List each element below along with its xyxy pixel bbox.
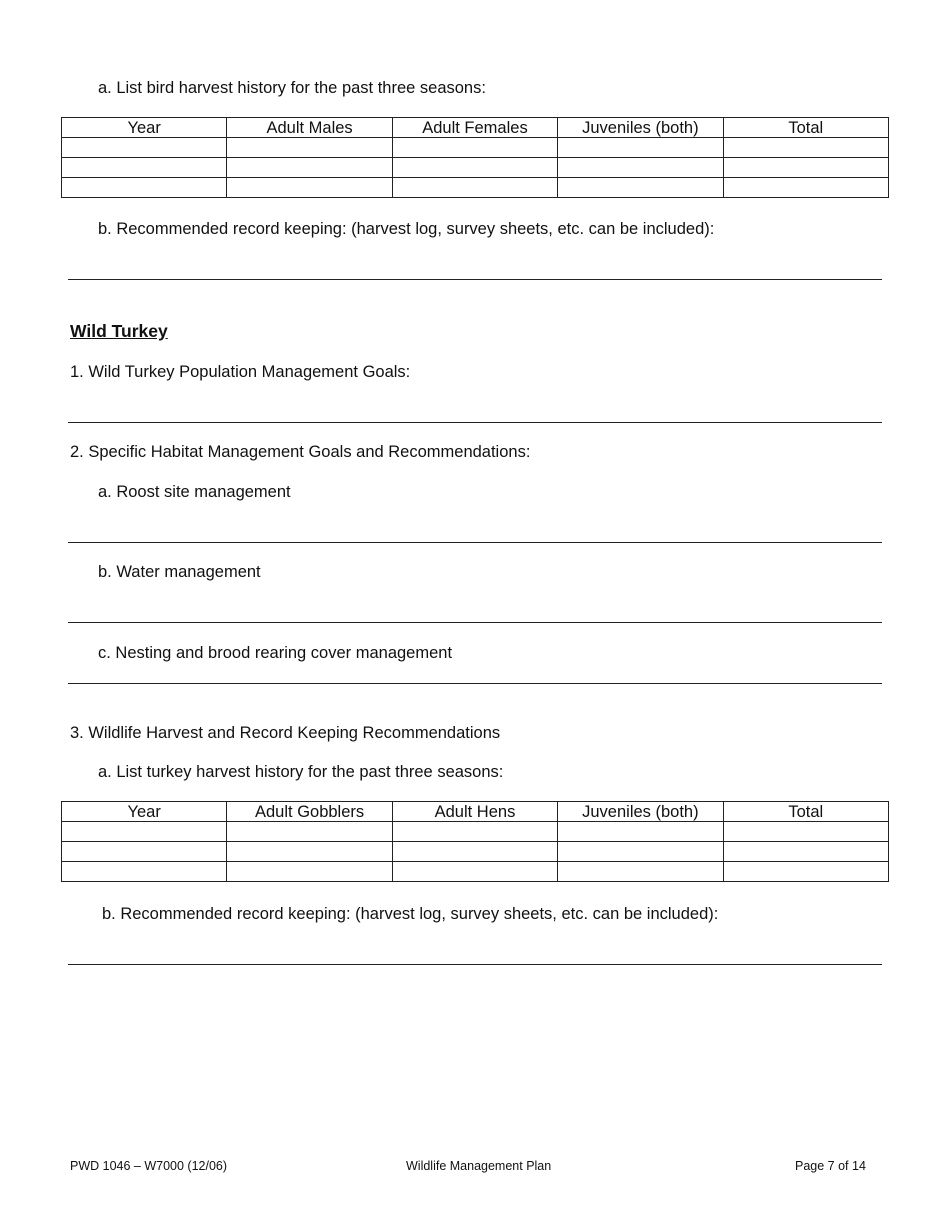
footer-form-id: PWD 1046 – W7000 (12/06) [70,1159,228,1173]
turkey-record-keeping-answer-line[interactable] [68,964,882,965]
column-header-total: Total [723,802,888,822]
table-cell[interactable] [558,178,723,198]
column-header-adult-hens: Adult Hens [392,802,557,822]
column-header-adult-females: Adult Females [392,118,557,138]
table-cell[interactable] [62,842,227,862]
table-cell[interactable] [227,138,392,158]
turkey-harvest-recommendations-prompt: 3. Wildlife Harvest and Record Keeping Recommendations [70,724,501,742]
table-cell[interactable] [62,178,227,198]
column-header-year: Year [62,802,227,822]
table-cell[interactable] [558,158,723,178]
table-cell[interactable] [392,862,557,882]
table-row [62,822,889,842]
bird-record-keeping-prompt: b. Recommended record keeping: (harvest log, survey sheets, etc. can be included): [98,220,715,238]
bird-harvest-history-prompt: a. List bird harvest history for the past three seasons: [98,79,486,97]
table-cell[interactable] [558,822,723,842]
column-header-juveniles: Juveniles (both) [558,802,723,822]
table-cell[interactable] [723,822,888,842]
bird-harvest-table [61,117,889,198]
turkey-record-keeping-prompt: b. Recommended record keeping: (harvest log, survey sheets, etc. can be included): [102,905,719,923]
column-header-total: Total [723,118,888,138]
column-header-adult-gobblers: Adult Gobblers [227,802,392,822]
table-cell[interactable] [62,158,227,178]
table-cell[interactable] [392,138,557,158]
table-cell[interactable] [227,862,392,882]
table-cell[interactable] [558,862,723,882]
table-cell[interactable] [227,842,392,862]
roost-site-management-answer-line[interactable] [68,542,882,543]
water-management-prompt: b. Water management [98,563,261,581]
turkey-harvest-table [61,801,889,882]
footer-page-number: Page 7 of 14 [795,1159,866,1173]
table-header-row [62,802,889,822]
table-cell[interactable] [392,822,557,842]
column-header-juveniles: Juveniles (both) [558,118,723,138]
table-row [62,862,889,882]
table-cell[interactable] [62,822,227,842]
table-cell[interactable] [227,158,392,178]
footer-document-title: Wildlife Management Plan [406,1159,552,1173]
roost-site-management-prompt: a. Roost site management [98,483,291,501]
turkey-population-goals-prompt: 1. Wild Turkey Population Management Goals: [70,363,411,381]
table-cell[interactable] [558,138,723,158]
water-management-answer-line[interactable] [68,622,882,623]
column-header-adult-males: Adult Males [227,118,392,138]
table-row [62,138,889,158]
table-cell[interactable] [723,178,888,198]
table-cell[interactable] [62,138,227,158]
turkey-population-goals-answer-line[interactable] [68,422,882,423]
turkey-habitat-goals-prompt: 2. Specific Habitat Management Goals and Recommendations: [70,443,531,461]
table-row [62,842,889,862]
table-cell[interactable] [392,158,557,178]
column-header-year: Year [62,118,227,138]
table-cell[interactable] [723,842,888,862]
table-header-row [62,118,889,138]
table-cell[interactable] [392,178,557,198]
table-cell[interactable] [227,178,392,198]
table-cell[interactable] [723,158,888,178]
table-cell[interactable] [558,842,723,862]
table-cell[interactable] [227,822,392,842]
table-cell[interactable] [723,862,888,882]
wild-turkey-heading: Wild Turkey [70,321,168,341]
table-cell[interactable] [723,138,888,158]
bird-record-keeping-answer-line[interactable] [68,279,882,280]
nesting-cover-management-answer-line[interactable] [68,683,882,684]
turkey-harvest-history-prompt: a. List turkey harvest history for the past three seasons: [98,763,504,781]
table-cell[interactable] [62,862,227,882]
table-row [62,158,889,178]
table-cell[interactable] [392,842,557,862]
table-row [62,178,889,198]
nesting-cover-management-prompt: c. Nesting and brood rearing cover management [98,644,453,662]
